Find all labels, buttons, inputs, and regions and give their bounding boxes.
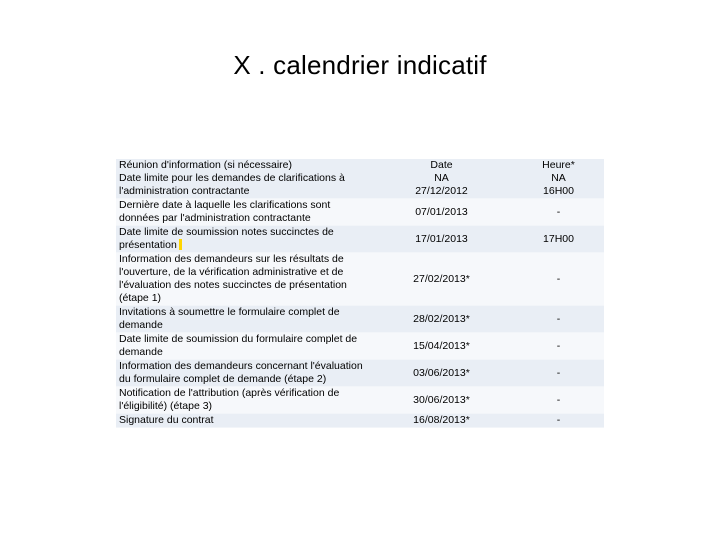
header-date-value: NA [434, 172, 449, 184]
row-event: Date limite de soumission notes succinctes de présentation [119, 226, 334, 251]
header-hour-cell [512, 159, 604, 199]
row-date: 27/02/2013* [370, 253, 512, 306]
table-row [116, 199, 604, 226]
row-date: 27/12/2012 [415, 185, 468, 197]
row-event: Signature du contrat [116, 414, 370, 428]
row-date: 07/01/2013 [370, 199, 512, 226]
highlight-marker [179, 239, 182, 250]
row-date: 30/06/2013* [370, 387, 512, 414]
row-date: 03/06/2013* [370, 360, 512, 387]
table-header-row [116, 159, 604, 199]
table-row [116, 253, 604, 306]
header-date-cell [370, 159, 512, 199]
row-hour: - [512, 387, 604, 414]
row-hour: - [512, 360, 604, 387]
row-date: 15/04/2013* [370, 333, 512, 360]
schedule-table [116, 159, 604, 428]
row-hour: 16H00 [543, 185, 574, 197]
table-row [116, 414, 604, 428]
row-event: Notification de l'attribution (après vérification de l'éligibilité) (étape 3) [116, 387, 370, 414]
row-date: 28/02/2013* [370, 306, 512, 333]
row-hour: - [512, 199, 604, 226]
row-hour: - [512, 333, 604, 360]
table-row [116, 387, 604, 414]
row-hour: 17H00 [512, 226, 604, 253]
header-event-cell [116, 159, 370, 199]
row-date: 16/08/2013* [370, 414, 512, 428]
row-hour: - [512, 253, 604, 306]
table-row [116, 306, 604, 333]
row-date: 17/01/2013 [370, 226, 512, 253]
table-row [116, 226, 604, 253]
slide-title: X . calendrier indicatif [233, 50, 487, 80]
header-event-text: Réunion d'information (si nécessaire) [119, 159, 293, 171]
row-event-cell [116, 226, 370, 253]
row-event: Dernière date à laquelle les clarifications sont données par l'administration contractante [116, 199, 370, 226]
table-row [116, 360, 604, 387]
column-header-hour: Heure* [542, 159, 575, 171]
column-header-date: Date [430, 159, 453, 171]
row-hour: - [512, 414, 604, 428]
row-event: Date limite pour les demandes de clarifications à l'administration contractante [119, 172, 345, 197]
row-event: Date limite de soumission du formulaire complet de demande [116, 333, 370, 360]
row-event: Information des demandeurs concernant l'évaluation du formulaire complet de demande (étape 2) [116, 360, 370, 387]
row-hour: - [512, 306, 604, 333]
row-event: Information des demandeurs sur les résultats de l'ouverture, de la vérification administrative et de l'évaluation des notes succinctes de présentation (étape 1) [116, 253, 370, 306]
row-event: Invitations à soumettre le formulaire complet de demande [116, 306, 370, 333]
table-row [116, 333, 604, 360]
header-hour-value: NA [551, 172, 566, 184]
